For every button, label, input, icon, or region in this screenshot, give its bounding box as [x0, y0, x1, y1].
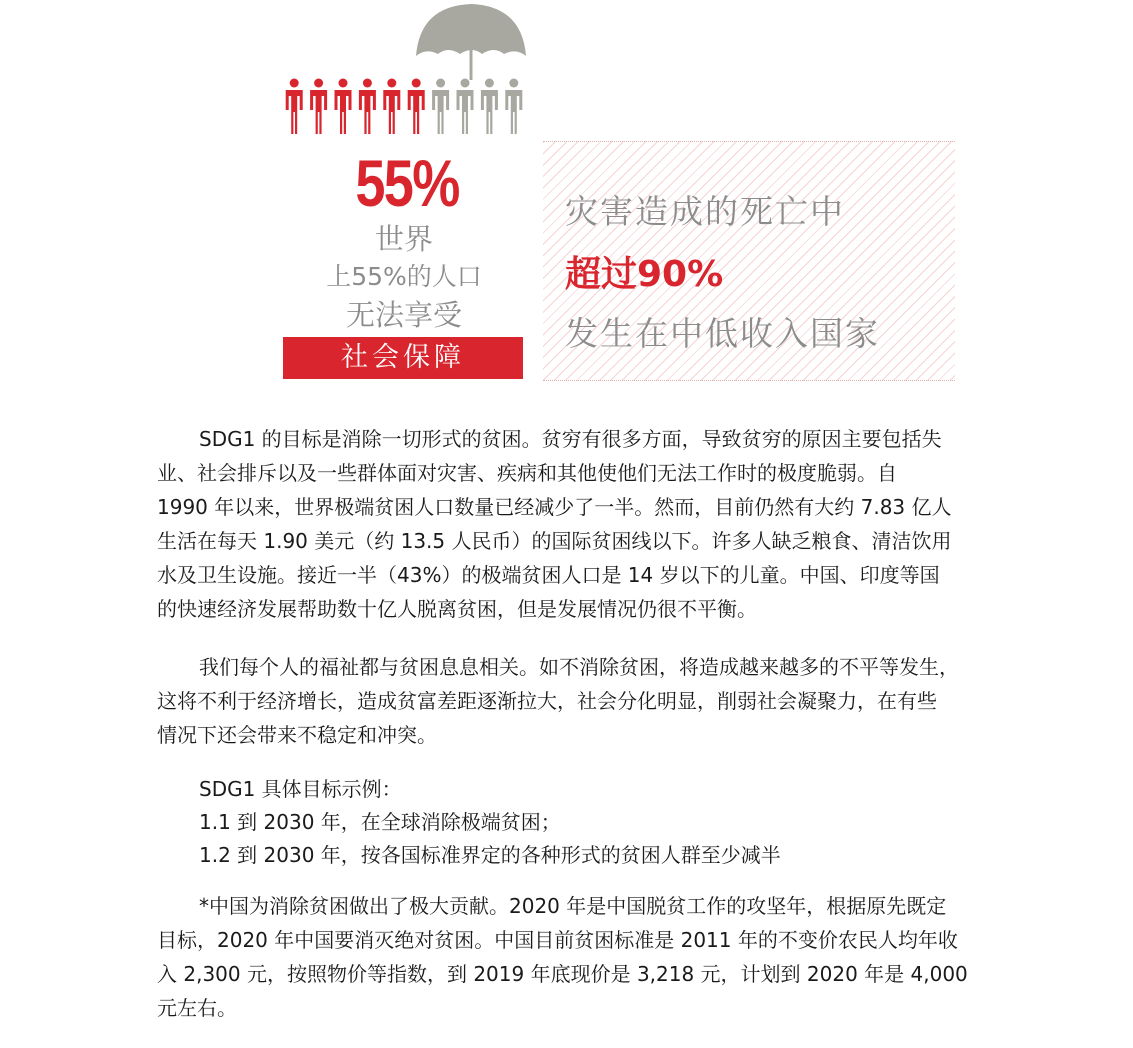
stat-percent-value: 55% [355, 146, 459, 220]
person-icon [286, 79, 303, 135]
text-line: 1990 年以来，世界极端贫困人口数量已经减少了一半。然而，目前仍然有大约 7.83 亿人 [157, 495, 952, 519]
person-icon [505, 79, 522, 135]
text-line: 业、社会排斥以及一些群体面对灾害、疾病和其他使他们无法工作时的极度脆弱。自 [157, 461, 897, 485]
person-icon [457, 79, 474, 135]
person-icon [408, 79, 425, 135]
targets-heading: SDG1 具体目标示例： [199, 777, 402, 801]
text-line: 入 2,300 元，按照物价等指数，到 2019 年底现价是 3,218 元，计划到 2020 年是 4,000 [157, 962, 968, 986]
text-line: 的快速经济发展帮助数十亿人脱离贫困，但是发展情况仍很不平衡。 [157, 597, 757, 621]
paragraph-intro [157, 422, 952, 626]
person-icon [310, 79, 327, 135]
text-line: 这将不利于经济增长，造成贫富差距逐渐拉大，社会分化明显，削弱社会凝聚力，在有些 [157, 689, 937, 713]
paragraph-wellbeing [157, 650, 959, 752]
person-icon [335, 79, 352, 135]
text-line: 生活在每天 1.90 美元（约 13.5 人民币）的国际贫困线以下。许多人缺乏粮食、清洁饮用 [157, 529, 952, 553]
text-line: 元左右。 [157, 996, 237, 1020]
person-icon [481, 79, 498, 135]
target-item: 1.1 到 2030 年，在全球消除极端贫困； [199, 810, 561, 834]
target-item: 1.2 到 2030 年，按各国标准界定的各种形式的贫困人群至少减半 [199, 843, 781, 867]
text-line: SDG1 的目标是消除一切形式的贫困。贫穷有很多方面，导致贫穷的原因主要包括失 [199, 427, 942, 451]
umbrella-icon [412, 0, 530, 80]
person-icon [383, 79, 400, 135]
stat-desc-line3: 无法享受 [345, 298, 462, 332]
paragraph-china [157, 889, 968, 1025]
disaster-stat-line1: 灾害造成的死亡中 [565, 192, 845, 231]
text-line: 目标，2020 年中国要消灭绝对贫困。中国目前贫困标准是 2011 年的不变价农民人均年收 [157, 928, 958, 952]
stat-desc-line2: 上55%的人口 [326, 262, 482, 291]
social-security-banner: 社会保障 [283, 337, 523, 379]
person-icon [359, 79, 376, 135]
text-line: 我们每个人的福祉都与贫困息息相关。如不消除贫困，将造成越来越多的不平等发生， [199, 655, 959, 679]
text-line: *中国为消除贫困做出了极大贡献。2020 年是中国脱贫工作的攻坚年，根据原先既定 [199, 894, 947, 918]
text-line: 情况下还会带来不稳定和冲突。 [157, 723, 437, 747]
disaster-stat-line3: 发生在中低收入国家 [565, 314, 880, 353]
person-icon [432, 79, 449, 135]
disaster-stat-box [543, 141, 955, 381]
stat-description [282, 220, 526, 334]
text-line: 水及卫生设施。接近一半（43%）的极端贫困人口是 14 岁以下的儿童。中国、印度等国 [157, 563, 940, 587]
stat-desc-line1: 世界 [374, 222, 433, 256]
sdg1-targets [199, 773, 781, 872]
population-people-icons [282, 78, 526, 134]
disaster-stat-highlight: 超过90% [565, 254, 724, 295]
